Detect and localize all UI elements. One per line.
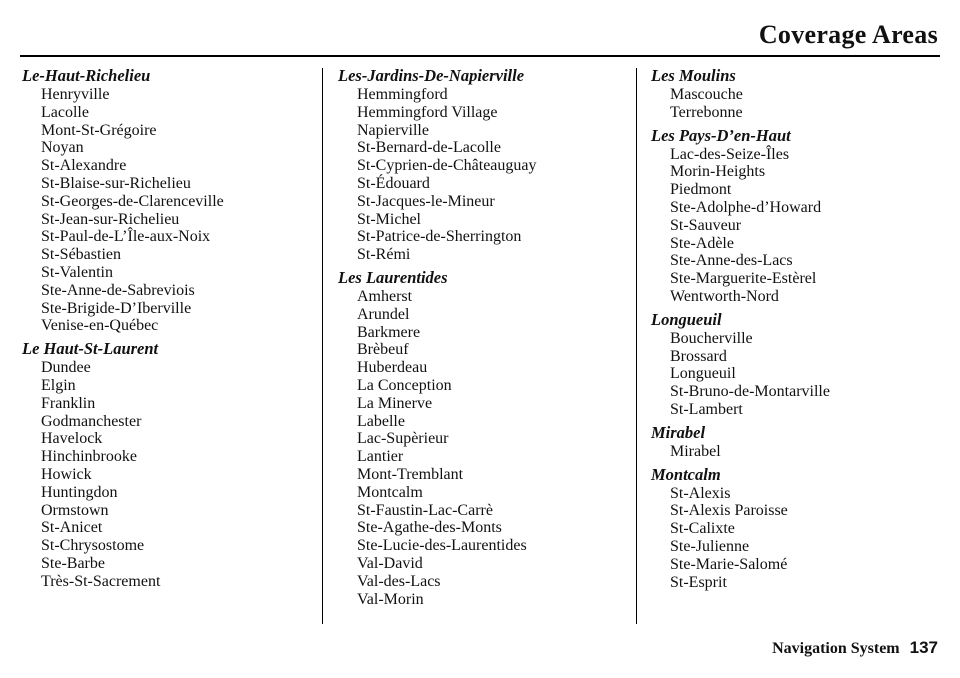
place-name: Noyan (41, 139, 84, 157)
place-name: St-Paul-de-L’Île-aux-Noix (41, 228, 211, 246)
place-name: Elgin (41, 376, 76, 394)
region-block (338, 268, 636, 608)
place-name: Huberdeau (357, 359, 428, 377)
place-name: Ste-Agathe-des-Monts (357, 519, 502, 537)
place-name: Lacolle (41, 103, 89, 121)
place-name: Lantier (357, 448, 404, 466)
place-name: St-Patrice-de-Sherrington (357, 228, 522, 246)
place-name: Ste-Anne-des-Lacs (670, 252, 793, 270)
place-name: St-Jean-sur-Richelieu (41, 210, 180, 228)
place-name: Morin-Heights (670, 163, 766, 181)
place-name: Brèbeuf (357, 341, 409, 359)
column-1 (22, 66, 320, 595)
place-name: Dundee (41, 359, 91, 377)
place-name: St-Cyprien-de-Châteauguay (357, 157, 537, 175)
place-name: St-Rémi (357, 246, 411, 264)
region-block (22, 66, 320, 335)
region-heading: Montcalm (651, 464, 721, 484)
footer-section-name: Navigation System (772, 640, 900, 657)
place-name: Val-des-Lacs (357, 572, 441, 590)
place-name: St-Bruno-de-Montarville (670, 383, 830, 401)
place-name: Wentworth-Nord (670, 287, 779, 305)
place-name: Hinchinbrooke (41, 448, 137, 466)
region-block (651, 423, 941, 461)
column-divider (322, 68, 323, 624)
place-name: St-Bernard-de-Lacolle (357, 139, 501, 157)
place-name: Ste-Brigide-D’Iberville (41, 299, 192, 317)
place-name: St-Calixte (670, 520, 735, 538)
place-name: St-Georges-de-Clarenceville (41, 192, 224, 210)
place-name: Mirabel (670, 442, 721, 460)
place-name: Barkmere (357, 323, 421, 341)
place-name: Lac-Supèrieur (357, 430, 449, 448)
place-name: Brossard (670, 347, 727, 365)
page-title: Coverage Areas (758, 20, 938, 49)
place-name: St-Sauveur (670, 216, 742, 234)
region-heading: Les-Jardins-De-Napierville (338, 66, 525, 85)
place-name: St-Alexis Paroisse (670, 502, 788, 520)
place-name: Val-Morin (357, 590, 424, 608)
place-name: Ste-Barbe (41, 554, 105, 572)
place-name: Labelle (357, 412, 405, 430)
place-name: St-Faustin-Lac-Carrè (357, 501, 493, 519)
place-name: St-Michel (357, 210, 421, 228)
place-name: Mont-Tremblant (357, 465, 464, 483)
place-name: Terrebonne (670, 103, 743, 121)
place-name: Napierville (357, 121, 429, 139)
place-name: La Conception (357, 376, 452, 394)
region-block (22, 339, 320, 590)
place-name: St-Anicet (41, 519, 103, 537)
region-heading: Le Haut-St-Laurent (22, 339, 159, 359)
place-name: St-Valentin (41, 263, 113, 281)
place-name: St-Chrysostome (41, 537, 145, 555)
page-number: 137 (909, 638, 938, 657)
region-block (651, 66, 941, 122)
place-name: Ste-Julienne (670, 537, 750, 555)
place-name: La Minerve (357, 394, 433, 412)
place-name: Ste-Marguerite-Estèrel (670, 270, 817, 288)
page-footer (772, 638, 938, 658)
place-name: Venise-en-Québec (41, 317, 159, 335)
place-name: Très-St-Sacrement (41, 572, 161, 590)
region-heading: Mirabel (651, 422, 706, 442)
place-name: Mont-St-Grégoire (41, 121, 157, 139)
place-name: Ste-Anne-de-Sabreviois (41, 281, 195, 299)
place-name: St-Lambert (670, 400, 743, 418)
region-block (651, 310, 941, 419)
place-name: Longueuil (670, 365, 736, 383)
region-heading: Les Pays-D’en-Haut (651, 125, 791, 145)
place-name: Ste-Adèle (670, 234, 734, 252)
place-name: Ste-Lucie-des-Laurentides (357, 537, 527, 555)
place-name: Boucherville (670, 329, 753, 347)
place-name: Hemmingford Village (357, 103, 498, 121)
place-name: Henryville (41, 86, 110, 103)
place-name: Val-David (357, 554, 423, 572)
place-name: Lac-des-Seize-Îles (670, 145, 790, 163)
place-name: Howick (41, 465, 92, 483)
region-block (338, 66, 636, 264)
place-name: Amherst (357, 287, 413, 305)
place-name: Havelock (41, 430, 103, 448)
place-name: St-Sébastien (41, 246, 121, 264)
place-name: Ste-Adolphe-d’Howard (670, 198, 822, 216)
place-name: Piedmont (670, 181, 732, 199)
place-name: Huntingdon (41, 483, 118, 501)
place-name: Mascouche (670, 86, 743, 103)
place-name: Ormstown (41, 501, 109, 519)
place-name: St-Édouard (357, 174, 430, 192)
place-name: St-Esprit (670, 573, 727, 591)
place-name: Ste-Marie-Salomé (670, 555, 788, 573)
place-name: Franklin (41, 394, 96, 412)
region-block (651, 465, 941, 592)
place-name: St-Alexandre (41, 157, 127, 175)
place-name: Hemmingford (357, 86, 448, 103)
page-header (0, 0, 960, 56)
place-name: Arundel (357, 305, 410, 323)
place-name: St-Blaise-sur-Richelieu (41, 174, 191, 192)
region-heading: Longueuil (651, 309, 722, 329)
column-divider (636, 68, 637, 624)
place-name: Montcalm (357, 483, 423, 501)
place-name: St-Alexis (670, 484, 731, 502)
column-3 (651, 66, 941, 595)
place-name: St-Jacques-le-Mineur (357, 192, 495, 210)
column-2 (338, 66, 636, 612)
place-name: Godmanchester (41, 412, 142, 430)
region-heading: Les Moulins (651, 66, 736, 85)
region-block (651, 126, 941, 306)
region-heading: Les Laurentides (338, 267, 448, 287)
region-heading: Le-Haut-Richelieu (22, 66, 151, 85)
header-rule (20, 55, 940, 57)
